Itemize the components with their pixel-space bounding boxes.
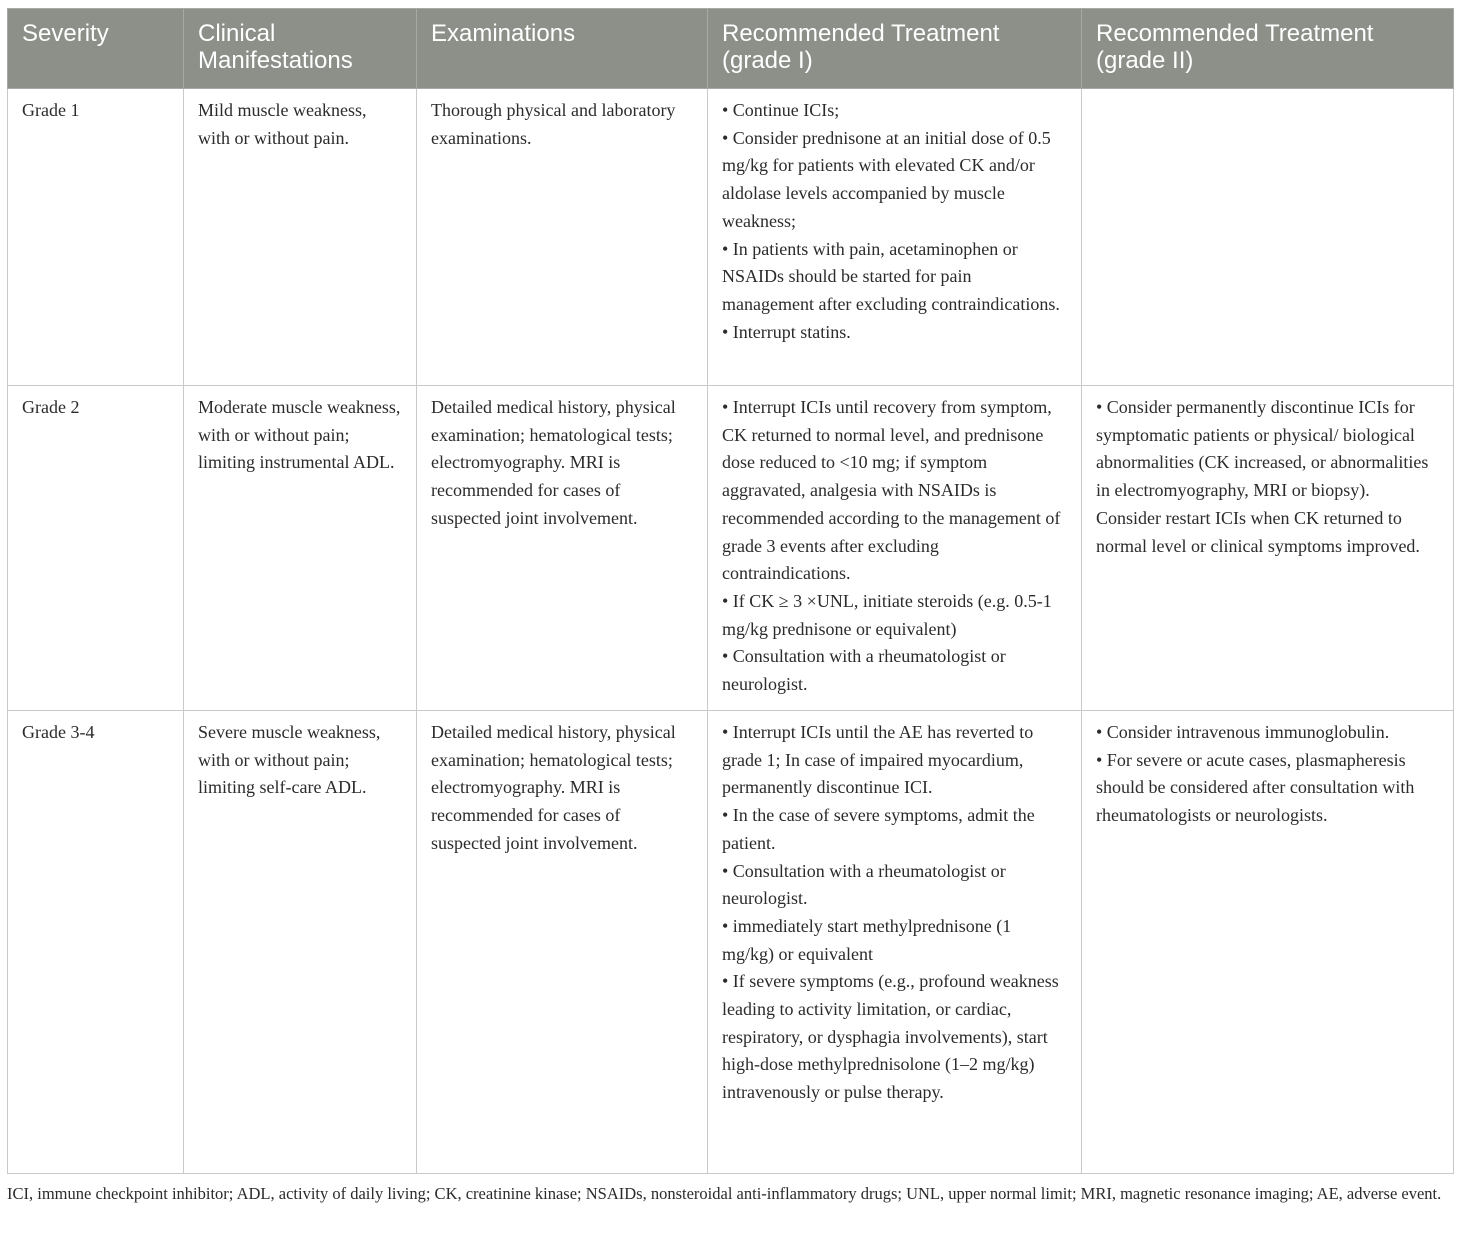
examinations-cell: Detailed medical history, physical examination; hematological tests; electromyography. MRI is recommended for cases of suspected joint involvement.	[417, 711, 708, 1174]
treatment-item: • Consider intravenous immunoglobulin.	[1096, 722, 1390, 742]
treatment-grade-1-cell	[708, 711, 1082, 1174]
header-severity: Severity	[8, 9, 184, 89]
clinical-cell: Moderate muscle weakness, with or without pain; limiting instrumental ADL.	[184, 386, 417, 711]
treatment-item: • If severe symptoms (e.g., profound weakness leading to activity limitation, or cardiac, respiratory, or dysphagia involvements), start high-dose methylprednisolone (1–2 mg/kg) intravenously or pulse therapy.	[722, 971, 1059, 1103]
examinations-cell: Thorough physical and laboratory examinations.	[417, 89, 708, 386]
severity-cell: Grade 3-4	[8, 711, 184, 1174]
treatment-item: • Continue ICIs;	[722, 100, 840, 120]
treatment-item: • Consider permanently discontinue ICIs for symptomatic patients or physical/ biological abnormalities (CK increased, or abnormalities in electromyography, MRI or biopsy). Consider restart ICIs when CK returned to normal level or clinical symptoms improved.	[1096, 397, 1429, 556]
header-clinical-manifestations: Clinical Manifestations	[184, 9, 417, 89]
header-examinations: Examinations	[417, 9, 708, 89]
treatment-item: • For severe or acute cases, plasmapheresis should be considered after consultation with rheumatologists or neurologists.	[1096, 749, 1415, 826]
treatment-item: • Interrupt statins.	[722, 321, 851, 342]
treatment-grade-2-cell	[1082, 89, 1454, 386]
treatment-table	[7, 8, 1454, 1174]
treatment-grade-1-cell	[708, 89, 1082, 386]
treatment-grade-2-cell	[1082, 711, 1454, 1174]
table-footnote: ICI, immune checkpoint inhibitor; ADL, activity of daily living; CK, creatinine kinase; NSAIDs, nonsteroidal anti-inflammatory drugs; UNL, upper normal limit; MRI, magnetic resonance imaging; AE, adverse event.	[7, 1184, 1442, 1203]
treatment-item: • In the case of severe symptoms, admit the patient.	[722, 805, 1035, 853]
treatment-grade-2-cell	[1082, 386, 1454, 711]
treatment-item: • Interrupt ICIs until the AE has reverted to grade 1; In case of impaired myocardium, permanently discontinue ICI.	[722, 722, 1034, 798]
examinations-cell: Detailed medical history, physical examination; hematological tests; electromyography. MRI is recommended for cases of suspected joint involvement.	[417, 386, 708, 711]
header-treatment-grade-1: Recommended Treatment (grade I)	[708, 9, 1082, 89]
table-row	[8, 386, 1454, 711]
table-row	[8, 89, 1454, 386]
treatment-item: • Consultation with a rheumatologist or neurologist.	[722, 646, 1006, 695]
treatment-grade-1-cell	[708, 386, 1082, 711]
clinical-cell: Severe muscle weakness, with or without pain; limiting self-care ADL.	[184, 711, 417, 1174]
treatment-item: • Consider prednisone at an initial dose of 0.5 mg/kg for patients with elevated CK and/or aldolase levels accompanied by muscle weakness;	[722, 127, 1051, 231]
treatment-item: • immediately start methylprednisone (1 mg/kg) or equivalent	[722, 915, 1012, 964]
table-row	[8, 711, 1454, 1174]
treatment-item: • If CK ≥ 3 ×UNL, initiate steroids (e.g. 0.5-1 mg/kg prednisone or equivalent)	[722, 590, 1052, 639]
treatment-item: • Consultation with a rheumatologist or neurologist.	[722, 860, 1006, 909]
header-treatment-grade-2: Recommended Treatment (grade II)	[1082, 9, 1454, 89]
treatment-item: • In patients with pain, acetaminophen or NSAIDs should be started for pain management after excluding contraindications.	[722, 238, 1060, 314]
table-header-row	[8, 9, 1454, 89]
severity-cell: Grade 1	[8, 89, 184, 386]
clinical-cell: Mild muscle weakness, with or without pain.	[184, 89, 417, 386]
severity-cell: Grade 2	[8, 386, 184, 711]
treatment-item: • Interrupt ICIs until recovery from symptom, CK returned to normal level, and prednisone dose reduced to <10 mg; if symptom aggravated, analgesia with NSAIDs is recommended according to the management of grade 3 events after excluding contraindications.	[722, 397, 1061, 584]
treatment-table-container	[7, 8, 1453, 1174]
